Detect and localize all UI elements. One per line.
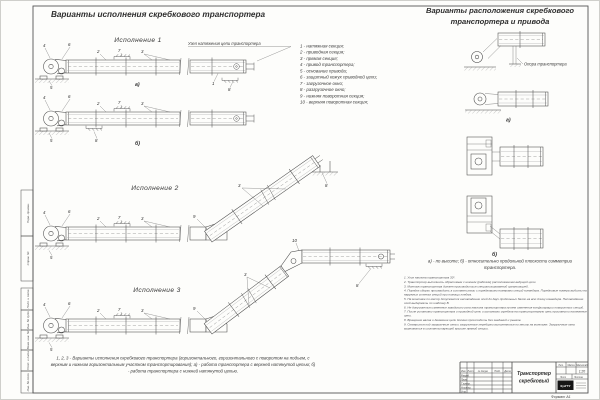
strip-label: Инв. № подл. [26, 372, 30, 392]
tb-mass-label: Масса [567, 363, 575, 367]
strip-label: Подп. и дата [26, 351, 30, 370]
technical-notes [404, 276, 590, 331]
left-title: Варианты исполнения скребкового транспортера [50, 10, 266, 19]
execution-1b-drawing [35, 94, 254, 147]
tb-row-tkontr: Т.контр. [461, 382, 471, 386]
note-line: 9. Отверстия под загрузочные окна и загрузочные переборки выполняются по месту на монтаже. Загрузочные окна вырезаются в соответствующей крышке прямой секции. [404, 322, 575, 331]
callout-number: 8 [228, 87, 231, 92]
note-line: 5. На монтаже по месту допускается несовпадение осей до двух продольных балок на всю длину конвейера. Несовпадение осей выдержать по шаблону В. [404, 297, 584, 305]
legend-item: 6 - защитный кожух приводной цепи; [300, 74, 378, 80]
callout-number: 5 [50, 255, 53, 260]
execution-2-label: Исполнение 2 [131, 185, 179, 192]
legend-item: 10 - верхняя поворотная секция; [300, 99, 369, 105]
callout-number: 5 [50, 85, 53, 90]
tb-header-docnum: № докум. [477, 369, 489, 373]
callout-number: 2 [97, 101, 100, 106]
callout-number: 8 [95, 138, 98, 143]
tb-scale-label: Масштаб [576, 363, 588, 367]
right-title-line2: транспортера и привода [450, 17, 550, 26]
legend-item: 3 - прямая секция; [300, 55, 338, 61]
tb-header-podp: Подп. [494, 369, 501, 373]
support-label: Опора транспортера [524, 61, 567, 67]
callout-number: 3 [141, 216, 144, 221]
callout-number: 3 [238, 183, 241, 188]
fig-a-label: а) [506, 117, 511, 124]
legend-item: 7 - загрузочное окно; [300, 80, 344, 86]
note-line: 8. Вращение валов и движение цепи должно происходить без заеданий и рывков. [404, 318, 522, 322]
callout-number: 4 [43, 43, 46, 48]
callout-number: 8 [356, 283, 359, 288]
callout-number: 7 [118, 215, 121, 220]
callout-number: 7 [118, 48, 121, 53]
fig-b-label: б) [135, 141, 140, 147]
note-line: 1. Угол наклона транспортера 30°. [404, 276, 456, 280]
right-figures-caption: а) - по высоте; б) - относительно продольной плоскости симметрии транспортера. [427, 258, 573, 270]
tb-lit-label: Лит. [558, 363, 564, 367]
callout-number: 1 [212, 81, 215, 86]
tb-scale-value: 1:20 [578, 369, 586, 374]
left-stamp-strip [21, 190, 33, 393]
tb-row-razrab: Разраб. [461, 374, 470, 378]
callout-number: 4 [43, 210, 46, 215]
tb-doc-name-2: скребковый [518, 378, 550, 385]
execution-2-drawing [35, 150, 338, 260]
legend-item: 1 - натяжная секция; [300, 43, 344, 49]
tb-row-prov: Пров. [461, 378, 468, 382]
legend-item: 8 - разгрузочное окно; [300, 87, 346, 93]
strip-label: Взам. инв. № [26, 330, 30, 350]
strip-label: Перв. примен. [26, 203, 30, 223]
executions-caption: 1, 2, 3 - Варианты исполнения скребкового транспортера (горизонтального, горизонтального с поворотом на подъем, с верхним и нижним горизонтальным участком транспортирования); а) - работа транспортера с верхней натянутой цепью; б) - работа транспортера с нижней натянутой цепью. [50, 355, 316, 374]
callout-number: 4 [43, 302, 46, 307]
callout-number: 2 [97, 308, 100, 313]
tb-doc-name-1: Транспортер [517, 371, 551, 377]
callout-number: 3 [141, 101, 144, 106]
execution-3-drawing [35, 238, 395, 352]
callout-number: 7 [118, 100, 121, 105]
note-line: 2. Транспортер выполнить обратимым с нижним (рабочим) расположением ведущей цепи. [404, 280, 537, 284]
legend-item: 4 - привод транспортера; [300, 62, 355, 68]
tension-unit-label: Узел натяжения цепи транспортера [188, 41, 261, 47]
execution-1-label: Исполнение 1 [114, 37, 162, 44]
tb-sheets-label: Листов [574, 375, 583, 379]
callout-number: 3 [141, 308, 144, 313]
fig-b-label: б) [492, 252, 497, 258]
callout-number: 9 [193, 306, 196, 311]
tb-header-data: Дата [504, 369, 511, 373]
right-title-line1: Варианты расположения скребкового [425, 6, 575, 15]
callout-number: 5 [50, 138, 53, 143]
tb-sheet-label: Лист [560, 375, 567, 379]
title-block [460, 362, 588, 399]
tb-row-utv: Утв. [461, 390, 467, 394]
fig-a-label: а) [135, 82, 140, 88]
tb-row-nkontr: Н.контр. [461, 386, 472, 390]
callout-number: 5 [50, 347, 53, 352]
legend-item: 2 - приводная секция; [300, 49, 345, 55]
org-logo-text: КузГТУ [560, 383, 571, 388]
callout-number: 6 [68, 94, 71, 99]
legend-item: 5 - основание привода; [300, 68, 348, 74]
callout-number: 3 [244, 272, 247, 277]
tb-header-list: Лист [467, 369, 474, 373]
strip-label: Инв. № дубл. [26, 310, 30, 330]
parts-legend [300, 43, 435, 105]
format-label: Формат А1 [551, 395, 571, 399]
note-line: 4. Порядок сборки производить в соответствии с порядковыми номерами секций конвейера. Порядковые номера выбиты на наружных стенках секций при помощи клейма. [404, 289, 587, 297]
callout-number: 2 [97, 49, 100, 54]
callout-number: 6 [68, 209, 71, 214]
callout-number: 3 [141, 49, 144, 54]
placement-fig-plan-2 [467, 196, 543, 258]
callout-number: 9 [193, 214, 196, 219]
execution-3-label: Исполнение 3 [133, 287, 181, 294]
placement-fig-level [465, 90, 548, 124]
callout-number: 6 [68, 42, 71, 47]
note-line: 3. Монтаж транспортера должен производиться специализированной организацией. [404, 284, 529, 289]
legend-item: 9 - нижняя поворотная секция; [300, 93, 365, 99]
callout-number: 4 [43, 95, 46, 100]
placement-fig-plan-1 [467, 137, 543, 175]
execution-1a-drawing [35, 41, 291, 92]
placement-fig-raised [464, 31, 567, 71]
tb-header-izm: Изм. [460, 369, 467, 373]
callout-number: 10 [292, 238, 297, 243]
strip-label: Подп. и дата [26, 289, 30, 309]
note-line: 7. После установки транспортера и приводной цепи и установки скребков на транспортерную цепь произвести натяжение цепи. [404, 310, 587, 318]
note-line: 6. Не допускается изменение заводского угла наклона транспортера путем изменения конфигурации поворотных секций. [404, 305, 584, 310]
callout-number: 8 [325, 183, 328, 188]
callout-number: 2 [97, 216, 100, 221]
callout-number: 6 [68, 301, 71, 306]
callout-number: 7 [118, 307, 121, 312]
strip-label: Справ. № [26, 251, 30, 266]
